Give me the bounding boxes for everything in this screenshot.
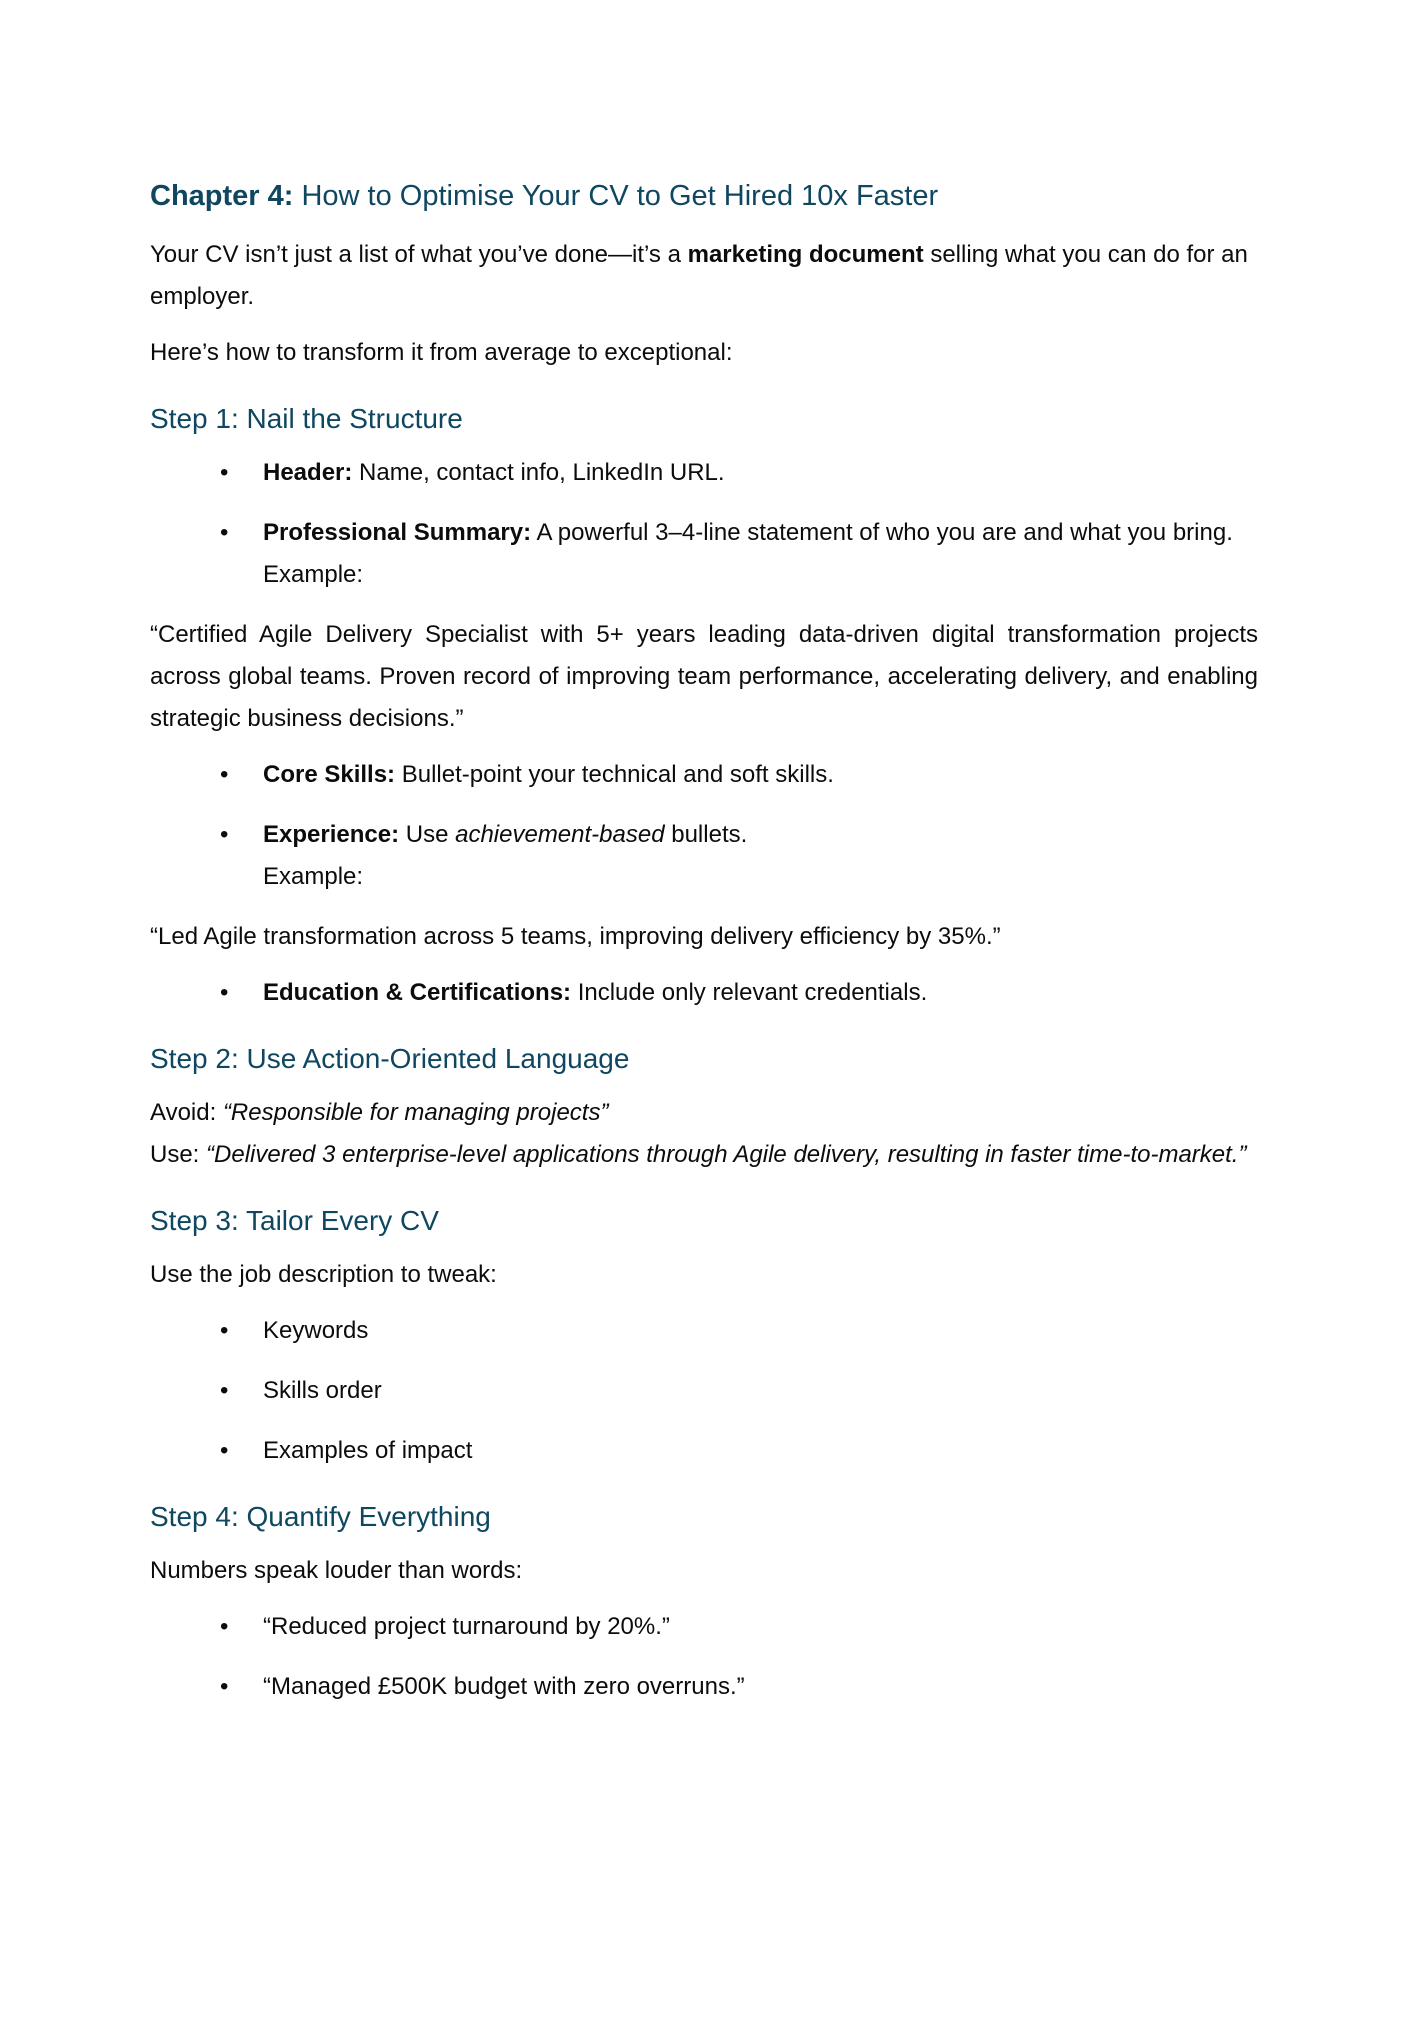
bullet-marker: • [220, 1377, 229, 1404]
bullet-marker: • [220, 979, 229, 1006]
experience-example-quote: “Led Agile transformation across 5 teams, improving delivery efficiency by 35%.” [150, 923, 1001, 950]
bullet-professional-summary [150, 512, 1258, 596]
bullet-education-text: Include only relevant credentials. [571, 979, 928, 1006]
step3-intro: Use the job description to tweak: [150, 1261, 497, 1288]
use-label: Use: [150, 1141, 207, 1168]
bullet-experience-label: Experience: [263, 821, 400, 848]
use-quote: “Delivered 3 enterprise-level applications through Agile delivery, resulting in faster time-to-market.” [206, 1141, 1247, 1168]
bullet-summary-text: A powerful 3–4-line statement of who you are and what you bring. [531, 519, 1233, 546]
bullet-skills-order-text: Skills order [263, 1377, 382, 1404]
intro-text-2: selling what you can do for an employer. [150, 241, 1248, 310]
bullet-header-text: Name, contact info, LinkedIn URL. [352, 459, 725, 486]
bullet-experience [150, 814, 1258, 898]
step1-heading: Step 1: Nail the Structure [150, 403, 463, 434]
bullet-marker: • [220, 821, 229, 848]
chapter-label: Chapter 4: [150, 180, 294, 212]
step2-paragraph [150, 1092, 1258, 1176]
bullet-reduced-turnaround-text: “Reduced project turnaround by 20%.” [263, 1613, 670, 1640]
transform-paragraph: Here’s how to transform it from average to exceptional: [150, 339, 733, 366]
step2-heading: Step 2: Use Action-Oriented Language [150, 1043, 630, 1074]
bullet-marker: • [220, 1613, 229, 1640]
bullet-experience-example-label: Example: [263, 863, 364, 890]
intro-text-1: Your CV isn’t just a list of what you’ve done—it’s a [150, 241, 688, 268]
step3-heading: Step 3: Tailor Every CV [150, 1205, 439, 1236]
step4-bullet-list [150, 1606, 1258, 1708]
bullet-marker: • [220, 1673, 229, 1700]
bullet-marker: • [220, 1317, 229, 1344]
chapter-title: How to Optimise Your CV to Get Hired 10x Faster [293, 180, 939, 212]
avoid-label: Avoid: [150, 1099, 223, 1126]
bullet-education-label: Education & Certifications: [263, 979, 572, 1006]
bullet-core-skills-text: Bullet-point your technical and soft skills. [395, 761, 834, 788]
bullet-experience-italic: achievement-based [455, 821, 665, 848]
avoid-quote: “Responsible for managing projects” [222, 1099, 609, 1126]
step1-bullet-list-2 [150, 754, 1258, 898]
summary-example-quote: “Certified Agile Delivery Specialist with 5+ years leading data-driven digital transformation projects across global teams. Proven record of improving team performance, accelerating delivery, and enabling strategic business decisions.” [150, 621, 1258, 732]
step4-heading: Step 4: Quantify Everything [150, 1501, 491, 1532]
bullet-examples-impact-text: Examples of impact [263, 1437, 473, 1464]
chapter-heading [150, 178, 1258, 214]
step3-bullet-list [150, 1310, 1258, 1472]
bullet-experience-pre: Use [399, 821, 456, 848]
bullet-experience-post: bullets. [664, 821, 748, 848]
intro-paragraph [150, 234, 1258, 318]
bullet-skills-order [150, 1370, 1258, 1412]
step4-intro: Numbers speak louder than words: [150, 1557, 523, 1584]
step1-bullet-list [150, 452, 1258, 596]
bullet-examples-impact [150, 1430, 1258, 1472]
bullet-managed-budget [150, 1666, 1258, 1708]
bullet-keywords [150, 1310, 1258, 1352]
bullet-marker: • [220, 1437, 229, 1464]
intro-bold-phrase: marketing document [687, 241, 924, 268]
bullet-education [150, 972, 1258, 1014]
step1-bullet-list-3 [150, 972, 1258, 1014]
bullet-summary-label: Professional Summary: [263, 519, 532, 546]
bullet-keywords-text: Keywords [263, 1317, 369, 1344]
bullet-core-skills [150, 754, 1258, 796]
bullet-marker: • [220, 459, 229, 486]
bullet-managed-budget-text: “Managed £500K budget with zero overruns.” [263, 1673, 745, 1700]
bullet-header-label: Header: [263, 459, 353, 486]
bullet-header [150, 452, 1258, 494]
bullet-summary-example-label: Example: [263, 561, 364, 588]
bullet-reduced-turnaround [150, 1606, 1258, 1648]
bullet-marker: • [220, 761, 229, 788]
bullet-core-skills-label: Core Skills: [263, 761, 396, 788]
bullet-marker: • [220, 519, 229, 546]
